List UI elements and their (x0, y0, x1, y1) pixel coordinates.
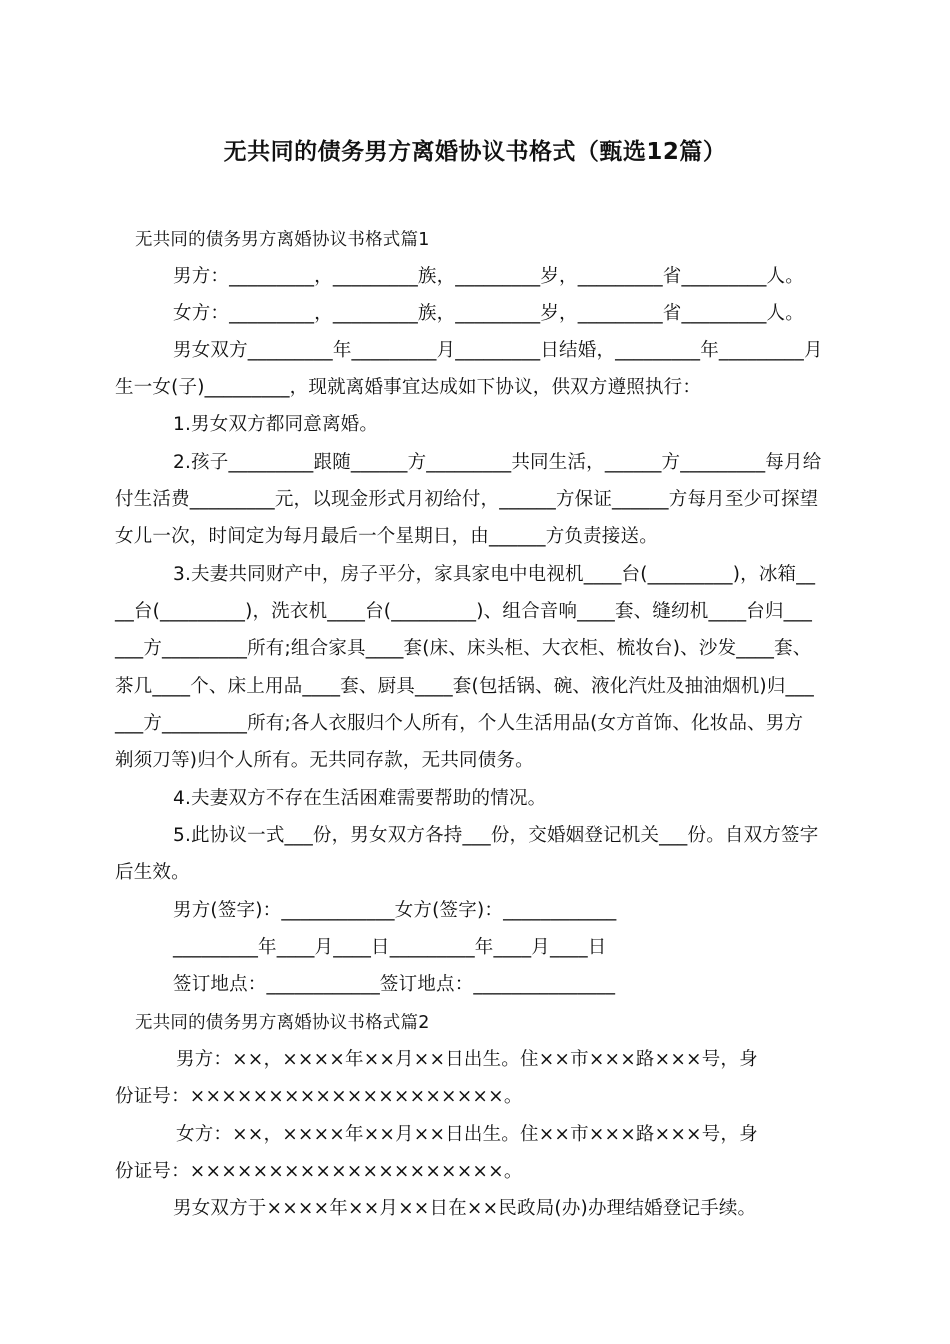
signature-line: 男方(签字)：____________女方(签字)：____________ (173, 900, 617, 921)
paragraph-line: 男女双方_________年_________月_________日结婚，_________年_________月 (173, 340, 823, 361)
paragraph-line: ___方_________所有;组合家具____套(床、床头柜、大衣柜、梳妆台)、沙发____套、 (115, 638, 812, 659)
id-number-line: 份证号：××××××××××××××××××××。 (115, 1086, 523, 1107)
paragraph-line: 生一女(子)_________，现就离婚事宜达成如下协议，供双方遵照执行： (115, 377, 702, 398)
section-heading: 无共同的债务男方离婚协议书格式篇1 (135, 230, 430, 250)
clause-3: 3.夫妻共同财产中，房子平分，家具家电中电视机____台(_________)，冰箱__ (173, 564, 816, 585)
paragraph-line: 后生效。 (115, 862, 190, 883)
section-heading: 无共同的债务男方离婚协议书格式篇2 (135, 1013, 430, 1033)
paragraph-line: ___方_________所有;各人衣服归个人所有，个人生活用品(女方首饰、化妆品、男方 (115, 713, 804, 734)
document-title: 无共同的债务男方离婚协议书格式（甄选12篇） (223, 139, 727, 165)
paragraph-line: __台(_________)，洗衣机____台(_________)、组合音响____套、缝纫机____台归___ (115, 601, 813, 622)
paragraph-line: 剃须刀等)归个人所有。无共同存款，无共同债务。 (115, 750, 534, 771)
clause-4: 4.夫妻双方不存在生活困难需要帮助的情况。 (173, 788, 547, 809)
clause-2: 2.孩子_________跟随______方_________共同生活，______方_________每月给 (173, 452, 822, 473)
date-line: _________年____月____日_________年____月____日 (173, 937, 607, 958)
paragraph-line: 男女双方于××××年××月××日在××民政局(办)办理结婚登记手续。 (173, 1198, 757, 1219)
location-line: 签订地点：____________签订地点：_______________ (173, 974, 616, 995)
id-number-line: 份证号：××××××××××××××××××××。 (115, 1161, 523, 1182)
male-party-line: 男方：_________，_________族，_________岁，_________省_________人。 (173, 266, 804, 287)
clause-5: 5.此协议一式___份，男女双方各持___份，交婚姻登记机关___份。自双方签字 (173, 825, 819, 846)
clause-1: 1.男女双方都同意离婚。 (173, 414, 379, 435)
paragraph-line: 茶几____个、床上用品____套、厨具____套(包括锅、碗、液化汽灶及抽油烟机)归___ (115, 676, 814, 697)
paragraph-line: 付生活费_________元，以现金形式月初给付，______方保证______方每月至少可探望 (115, 489, 819, 510)
female-party-line: 女方：××，××××年××月××日出生。住××市×××路×××号，身 (176, 1124, 758, 1145)
male-party-line: 男方：××，××××年××月××日出生。住××市×××路×××号，身 (176, 1049, 758, 1070)
paragraph-line: 女儿一次，时间定为每月最后一个星期日，由______方负责接送。 (115, 526, 658, 547)
female-party-line: 女方：_________，_________族，_________岁，_________省_________人。 (173, 303, 804, 324)
